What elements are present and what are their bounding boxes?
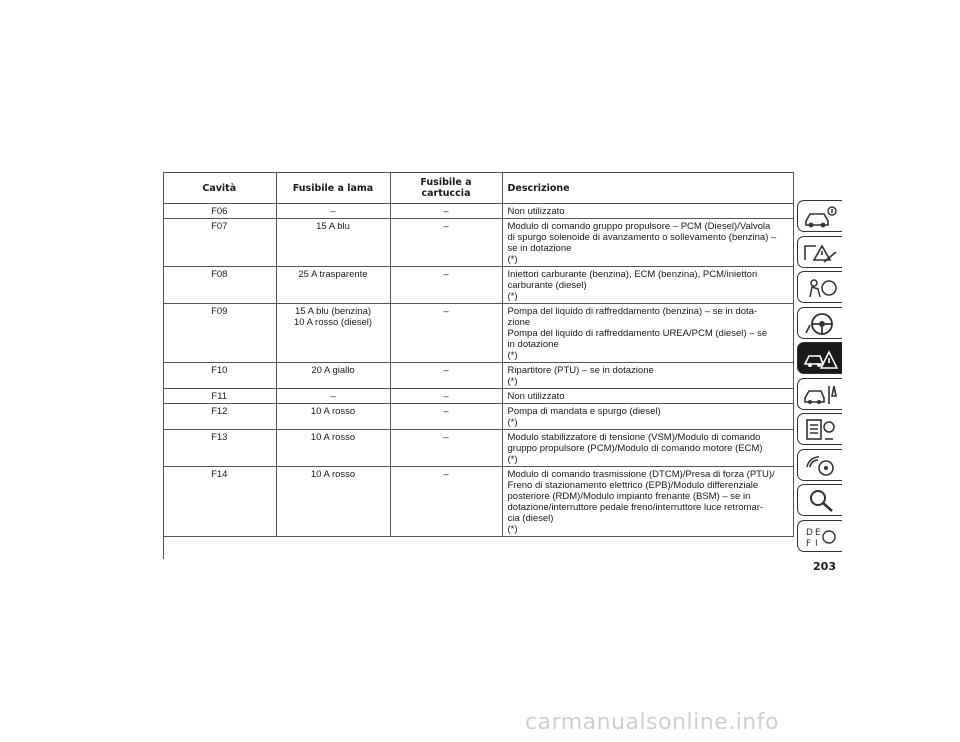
table-header-row (163, 173, 793, 204)
cell-blade-fuse (276, 389, 390, 404)
cell-cavity: F08 (163, 267, 276, 304)
cell-blade-fuse (276, 304, 390, 363)
table-row (163, 430, 793, 467)
cell-cavity: F10 (163, 363, 276, 389)
description-line: Ripartitore (PTU) – se in dotazione (507, 365, 654, 376)
chapter-tab-9[interactable] (797, 484, 842, 516)
description-line: in dotazione (507, 339, 559, 350)
cell-description (502, 219, 793, 267)
description-line: dotazione/interruttore pedale freno/interruttore luce retromar- (507, 502, 764, 513)
description-line: di spurgo solenoide di avanzamento o sollevamento (benzina) – (507, 232, 777, 243)
multimedia-icon (802, 453, 838, 478)
steering-wheel-icon (802, 311, 838, 336)
cell-blade-fuse (276, 467, 390, 537)
table-row (163, 363, 793, 389)
search-index-icon (802, 488, 838, 513)
cell-cavity: F12 (163, 404, 276, 430)
table-row (163, 204, 793, 219)
chapter-tab-5[interactable] (797, 342, 842, 374)
chapter-tabs (797, 200, 842, 555)
language-icon (802, 524, 838, 549)
description-line: carburante (diesel) (507, 280, 587, 291)
blade-fuse-line: 15 A blu (benzina) (294, 306, 372, 317)
blade-fuse-line: – (330, 206, 336, 217)
cell-blade-fuse (276, 267, 390, 304)
cell-cartridge-fuse: – (390, 219, 502, 267)
chapter-tab-2[interactable] (797, 236, 842, 268)
table-row (163, 404, 793, 430)
cell-cartridge-fuse: – (390, 267, 502, 304)
description-line: cia (diesel) (507, 513, 554, 524)
cell-description (502, 467, 793, 537)
description-line: Pompa del liquido di raffreddamento (benzina) – se in dota- (507, 306, 758, 317)
header-cavity: Cavità (163, 173, 276, 204)
cell-blade-fuse (276, 204, 390, 219)
description-line: Pompa di mandata e spurgo (diesel) (507, 406, 661, 417)
chapter-tab-8[interactable] (797, 449, 842, 481)
chapter-tab-10[interactable] (797, 520, 842, 552)
cell-blade-fuse (276, 363, 390, 389)
description-line: Non utilizzato (507, 391, 565, 402)
svg-text:I: I (815, 538, 818, 549)
blade-fuse-line: 10 A rosso (310, 432, 356, 443)
cell-cartridge-fuse: – (390, 430, 502, 467)
description-line: Iniettori carburante (benzina), ECM (benzina), PCM/iniettori (507, 269, 758, 280)
cell-description (502, 363, 793, 389)
header-blade-fuse: Fusibile a lama (276, 173, 390, 204)
description-line: (*) (507, 524, 518, 535)
table-body (163, 204, 793, 537)
description-line: (*) (507, 254, 518, 265)
svg-text:F: F (806, 538, 812, 549)
car-service-icon (802, 382, 838, 407)
cell-blade-fuse (276, 219, 390, 267)
watermark: carmanualsonline.info (525, 710, 779, 735)
svg-text:E: E (815, 527, 821, 538)
cell-cartridge-fuse: – (390, 389, 502, 404)
description-line: Pompa del liquido di raffreddamento UREA/PCM (diesel) – se (507, 328, 768, 339)
cell-blade-fuse (276, 430, 390, 467)
table-row (163, 467, 793, 537)
description-line: se in dotazione (507, 243, 572, 254)
cell-description (502, 204, 793, 219)
table-row (163, 389, 793, 404)
cell-cavity: F14 (163, 467, 276, 537)
cell-description (502, 304, 793, 363)
blade-fuse-line: – (330, 391, 336, 402)
svg-text:D: D (806, 527, 813, 538)
description-line: zione (507, 317, 531, 328)
cell-cartridge-fuse: – (390, 304, 502, 363)
description-line: posteriore (RDM)/Modulo impianto frenante (BSM) – se in (507, 491, 751, 502)
cell-cavity: F06 (163, 204, 276, 219)
cell-description (502, 267, 793, 304)
chapter-tab-1[interactable] (797, 200, 842, 232)
blade-fuse-line: 10 A rosso (diesel) (293, 317, 373, 328)
table-row (163, 219, 793, 267)
description-line: (*) (507, 291, 518, 302)
description-line: gruppo propulsore (PCM)/Modulo di comando motore (ECM) (507, 443, 763, 454)
description-line: Freno di stazionamento elettrico (EPB)/Modulo differenziale (507, 480, 759, 491)
cell-cavity: F11 (163, 389, 276, 404)
cell-description (502, 430, 793, 467)
page-number: 203 (813, 560, 836, 573)
description-line: Non utilizzato (507, 206, 565, 217)
car-info-icon (802, 204, 838, 229)
cell-description (502, 404, 793, 430)
fuse-table (163, 172, 794, 537)
description-line: (*) (507, 350, 518, 361)
specifications-icon (802, 417, 838, 442)
blade-fuse-line: 10 A rosso (310, 469, 356, 480)
cell-cartridge-fuse: – (390, 363, 502, 389)
cell-cavity: F09 (163, 304, 276, 363)
blade-fuse-line: 25 A trasparente (298, 269, 368, 280)
cell-cartridge-fuse: – (390, 467, 502, 537)
header-description: Descrizione (502, 173, 793, 204)
cell-description (502, 389, 793, 404)
blade-fuse-line: 20 A giallo (311, 365, 355, 376)
chapter-tab-7[interactable] (797, 413, 842, 445)
table-row (163, 267, 793, 304)
roadside-emergency-icon (802, 346, 838, 371)
description-line: (*) (507, 376, 518, 387)
cell-cavity: F13 (163, 430, 276, 467)
description-line: Modulo di comando trasmissione (DTCM)/Presa di forza (PTU)/ (507, 469, 775, 480)
description-line: Modulo stabilizzatore di tensione (VSM)/Modulo di comando (507, 432, 761, 443)
cell-blade-fuse (276, 404, 390, 430)
description-line: (*) (507, 417, 518, 428)
chapter-tab-3[interactable] (797, 271, 842, 303)
blade-fuse-line: 10 A rosso (310, 406, 356, 417)
cell-cavity: F07 (163, 219, 276, 267)
table-row (163, 304, 793, 363)
blade-fuse-line: 15 A blu (316, 221, 350, 232)
chapter-tab-4[interactable] (797, 307, 842, 339)
description-line: (*) (507, 454, 518, 465)
description-line: Modulo di comando gruppo propulsore – PCM (Diesel)/Valvola (507, 221, 771, 232)
airbag-safety-icon (802, 275, 838, 300)
cell-cartridge-fuse: – (390, 404, 502, 430)
dashboard-warning-icon (802, 240, 838, 265)
cell-cartridge-fuse: – (390, 204, 502, 219)
chapter-tab-6[interactable] (797, 378, 842, 410)
header-cartridge-fuse: Fusibile a cartuccia (390, 173, 502, 204)
